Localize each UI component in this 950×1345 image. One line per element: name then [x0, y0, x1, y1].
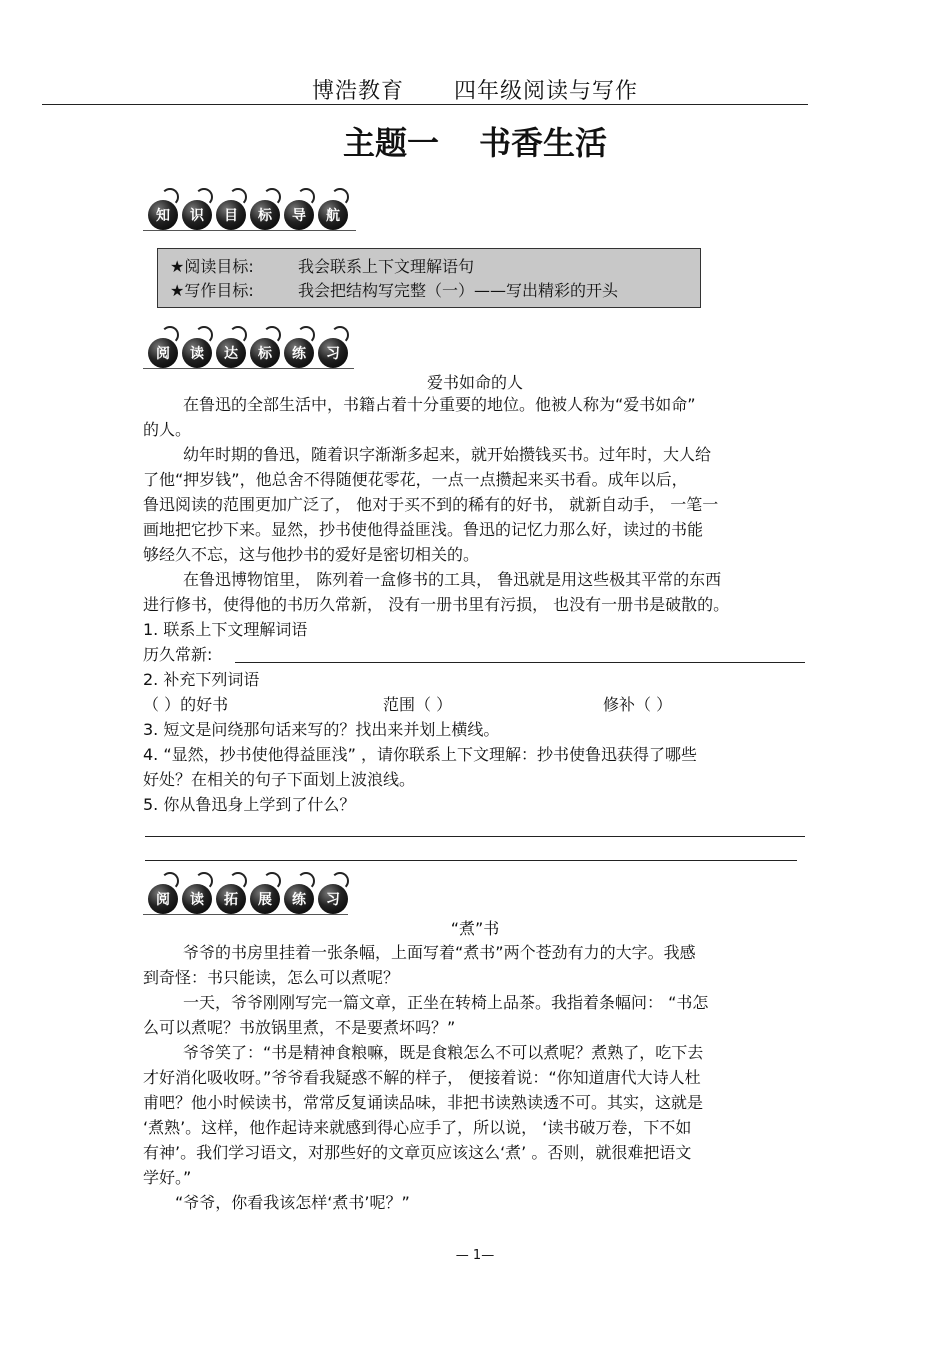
- bomb-icon: 知: [148, 188, 178, 230]
- header-school: 博浩教育: [311, 79, 404, 104]
- bomb-icon: 读: [182, 326, 212, 368]
- bomb-icon: 目: [216, 188, 246, 230]
- question-4-line2: 好处？在相关的句子下面划上波浪线。: [143, 770, 416, 789]
- theme-name: 书香生活: [479, 124, 608, 162]
- passage-line: 到奇怪：书只能读，怎么可以煮呢？: [143, 968, 400, 987]
- bomb-icon: 标: [250, 188, 280, 230]
- bomb-icon: 展: [250, 872, 280, 914]
- passage2-title: “煮”书: [450, 919, 500, 938]
- header-rule: [42, 104, 808, 105]
- passage-line: 有神’。我们学习语文，对那些好的文章页应该这么‘煮’ 。否则，就很难把语文: [143, 1143, 692, 1162]
- bomb-icon: 航: [318, 188, 348, 230]
- passage1-body: [143, 392, 807, 617]
- question-5: 5. 你从鲁迅身上学到了什么？: [143, 795, 356, 814]
- passage2-body: [143, 940, 807, 1215]
- answer-line-q5-1[interactable]: [145, 836, 805, 837]
- bomb-icon: 练: [284, 872, 314, 914]
- reading-goal-label: ★阅读目标:: [170, 257, 254, 276]
- passage-line: 么可以煮呢？书放锅里煮，不是要煮坏吗？”: [143, 1018, 456, 1037]
- passage-line: 甫吧？他小时候读书，常常反复诵读品味，非把书读熟读透不可。其实，这就是: [143, 1093, 704, 1112]
- bomb-icon: 练: [284, 326, 314, 368]
- goal-box: [157, 248, 701, 308]
- passage-line: 鲁迅阅读的范围更加广泛了， 他对于买不到的稀有的好书， 就新自动手， 一笔一: [143, 495, 719, 514]
- question-1: 1. 联系上下文理解词语: [143, 620, 308, 639]
- bomb-icon: 阅: [148, 872, 178, 914]
- header-text: [0, 74, 950, 105]
- passage-line: 够经久不忘，这与他抄书的爱好是密切相关的。: [143, 545, 480, 564]
- bomb-icon: 达: [216, 326, 246, 368]
- answer-line-q1[interactable]: [235, 662, 805, 663]
- fill-blank-a: （ ）的好书: [143, 695, 229, 714]
- passage-line: 了他“押岁钱”，他总舍不得随便花零花，一点一点攒起来买书看。成年以后，: [143, 470, 688, 489]
- passage-line: 画地把它抄下来。显然，抄书使他得益匪浅。鲁迅的记忆力那么好，读过的书能: [143, 520, 704, 539]
- answer-line-q5-2[interactable]: [145, 860, 797, 861]
- reading-goal: [170, 255, 700, 279]
- passage-line: 学好。”: [143, 1168, 192, 1187]
- passage-line: “爷爷，你看我该怎样‘煮书’呢？”: [175, 1193, 410, 1212]
- passage-line: 幼年时期的鲁迅，随着识字渐渐多起来，就开始攒钱买书。过年时，大人给: [183, 445, 712, 464]
- bomb-icon: 拓: [216, 872, 246, 914]
- question-3: 3. 短文是问绕那句话来写的？找出来并划上横线。: [143, 720, 500, 739]
- passage-line: 爷爷的书房里挂着一张条幅，上面写着“煮书”两个苍劲有力的大字。我感: [183, 943, 696, 962]
- passage-line: 才好消化吸收呀。”爷爷看我疑惑不解的样子， 便接着说：“你知道唐代大诗人杜: [143, 1068, 701, 1087]
- banner-reading-extension: [143, 862, 348, 915]
- bomb-icon: 标: [250, 326, 280, 368]
- banner-reading-practice: [143, 316, 354, 369]
- bomb-icon: 读: [182, 872, 212, 914]
- banner-knowledge-goals: [143, 178, 356, 231]
- question-4-line1: 4. “显然，抄书使他得益匪浅” ，请你联系上下文理解：抄书使鲁迅获得了哪些: [143, 745, 698, 764]
- question-1-word: 历久常新:: [143, 645, 213, 664]
- passage-line: 在鲁迅博物馆里， 陈列着一盒修书的工具， 鲁迅就是用这些极其平常的东西: [183, 570, 722, 589]
- bomb-icon: 阅: [148, 326, 178, 368]
- theme-number: 主题一: [342, 124, 439, 162]
- passage-line: 的人。: [143, 420, 192, 439]
- fill-blank-b: 范围（ ）: [383, 695, 453, 714]
- fill-blank-c: 修补（ ）: [603, 695, 673, 714]
- question-2: 2. 补充下列词语: [143, 670, 260, 689]
- passage-line: 在鲁迅的全部生活中，书籍占着十分重要的地位。他被人称为“爱书如命”: [183, 395, 696, 414]
- writing-goal: [170, 279, 700, 303]
- questions: [143, 617, 807, 817]
- passage-line: 爷爷笑了：“书是精神食粮嘛，既是食粮怎么不可以煮呢？煮熟了，吃下去: [183, 1043, 704, 1062]
- passage1-title: 爱书如命的人: [426, 373, 523, 392]
- passage-line: ‘煮熟’。这样，他作起诗来就感到得心应手了，所以说， ‘读书破万卷，下不如: [143, 1118, 692, 1137]
- theme-title: [0, 118, 950, 164]
- reading-goal-text: 我会联系上下文理解语句: [298, 257, 475, 276]
- header-course: 四年级阅读与写作: [454, 79, 639, 104]
- bomb-icon: 习: [318, 326, 348, 368]
- question-2-blanks: [143, 692, 807, 717]
- passage-line: 一天，爷爷刚刚写完一篇文章，正坐在转椅上品茶。我指着条幅问： “书怎: [183, 993, 709, 1012]
- bomb-icon: 习: [318, 872, 348, 914]
- bomb-icon: 识: [182, 188, 212, 230]
- writing-goal-text: 我会把结构写完整（一）——写出精彩的开头: [298, 281, 619, 300]
- passage-line: 进行修书，使得他的书历久常新， 没有一册书里有污损， 也没有一册书是破散的。: [143, 595, 730, 614]
- writing-goal-label: ★写作目标:: [170, 281, 254, 300]
- page-number: — 1—: [455, 1248, 495, 1263]
- bomb-icon: 导: [284, 188, 314, 230]
